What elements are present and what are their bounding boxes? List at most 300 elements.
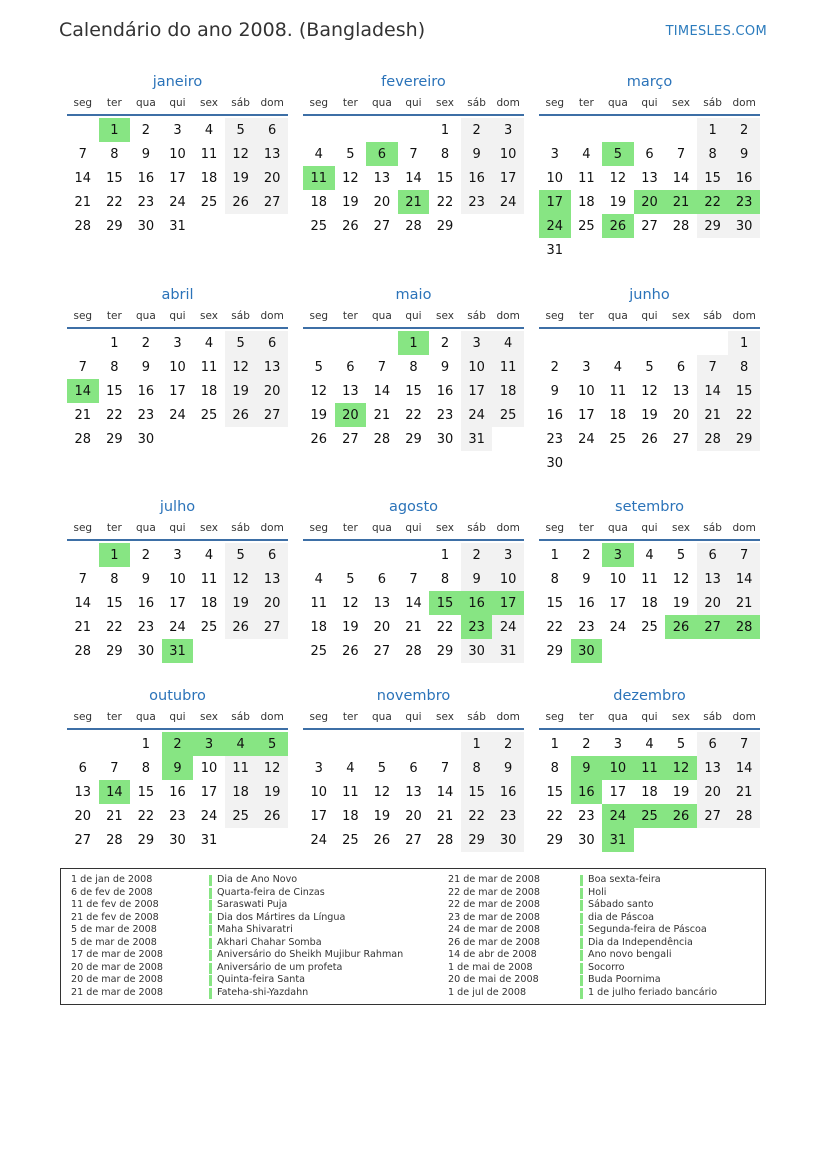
days-grid bbox=[539, 543, 760, 663]
day-cell: 2 bbox=[162, 732, 194, 756]
day-cell: 13 bbox=[373, 170, 391, 186]
day-cell: 18 bbox=[492, 379, 524, 403]
weekday-label: sex bbox=[436, 522, 455, 534]
weekday-label: qua bbox=[372, 711, 392, 723]
weekday-label: sex bbox=[200, 310, 219, 322]
empty-cell bbox=[571, 331, 603, 355]
day-cell: 13 bbox=[342, 383, 359, 399]
day-cell: 7 bbox=[78, 146, 87, 162]
day-cell: 17 bbox=[169, 170, 186, 186]
weekday-label: ter bbox=[342, 522, 358, 534]
day-cell: 15 bbox=[546, 595, 564, 611]
day-cell: 19 bbox=[225, 591, 257, 615]
day-cell: 12 bbox=[672, 571, 690, 587]
day-cell: 3 bbox=[173, 547, 182, 563]
legend-row bbox=[71, 874, 391, 887]
day-cell: 26 bbox=[225, 403, 257, 427]
legend-date: 20 de mar de 2008 bbox=[71, 961, 163, 973]
legend-row bbox=[71, 899, 391, 912]
weekday-label: qui bbox=[405, 711, 422, 723]
day-cell: 14 bbox=[373, 383, 391, 399]
day-cell: 17 bbox=[169, 383, 186, 399]
day-cell: 19 bbox=[373, 808, 391, 824]
day-cell: 14 bbox=[99, 780, 131, 804]
day-cell: 30 bbox=[728, 214, 760, 238]
legend-holiday-name: Quinta-feira Santa bbox=[217, 974, 305, 985]
day-cell: 28 bbox=[373, 431, 391, 447]
day-cell: 30 bbox=[137, 218, 155, 234]
legend-holiday-name: Buda Poornima bbox=[588, 974, 661, 985]
day-cell: 19 bbox=[609, 194, 627, 210]
day-cell: 6 bbox=[256, 118, 288, 142]
day-cell: 3 bbox=[613, 736, 623, 752]
day-cell: 26 bbox=[602, 214, 634, 238]
day-cell: 28 bbox=[672, 218, 690, 234]
day-cell: 27 bbox=[697, 804, 729, 828]
day-cell: 13 bbox=[697, 567, 729, 591]
day-cell: 1 bbox=[697, 118, 729, 142]
legend-marker bbox=[209, 888, 212, 899]
day-cell: 18 bbox=[609, 407, 627, 423]
weekday-label: dom bbox=[496, 711, 520, 723]
legend-date: 22 de mar de 2008 bbox=[448, 899, 540, 910]
day-cell: 3 bbox=[582, 359, 591, 375]
weekday-label: sex bbox=[436, 310, 455, 322]
day-cell: 7 bbox=[676, 146, 686, 162]
weekday-header bbox=[539, 305, 760, 329]
day-cell: 15 bbox=[728, 379, 760, 403]
legend-row bbox=[71, 974, 391, 987]
day-cell: 4 bbox=[492, 331, 524, 355]
legend-date: 24 de mar de 2008 bbox=[448, 924, 540, 935]
day-cell: 25 bbox=[578, 218, 595, 234]
day-cell: 15 bbox=[429, 591, 461, 615]
day-cell: 9 bbox=[582, 571, 591, 587]
legend-holiday-name: Sábado santo bbox=[588, 899, 654, 910]
day-cell: 28 bbox=[436, 832, 454, 848]
day-cell: 20 bbox=[335, 403, 367, 427]
day-cell: 27 bbox=[256, 615, 288, 639]
legend-row bbox=[71, 987, 391, 1000]
weekday-label: sáb bbox=[467, 97, 486, 109]
day-cell: 3 bbox=[173, 122, 182, 138]
weekday-header bbox=[67, 305, 288, 329]
weekday-header bbox=[67, 706, 288, 730]
day-cell: 26 bbox=[373, 832, 391, 848]
weekday-label: sáb bbox=[467, 310, 486, 322]
weekday-label: sex bbox=[436, 711, 455, 723]
day-cell: 7 bbox=[409, 571, 418, 587]
day-cell: 8 bbox=[440, 146, 450, 162]
empty-cell bbox=[697, 331, 729, 355]
day-cell: 9 bbox=[461, 142, 493, 166]
weekday-label: dom bbox=[260, 310, 284, 322]
weekday-label: qui bbox=[405, 310, 422, 322]
legend-holiday-name: Dia da Independência bbox=[588, 936, 693, 948]
day-cell: 11 bbox=[303, 166, 335, 190]
weekday-header bbox=[539, 517, 760, 541]
legend-row bbox=[71, 924, 391, 937]
day-cell: 8 bbox=[409, 359, 418, 375]
legend-date: 1 de jul de 2008 bbox=[448, 986, 527, 998]
weekday-label: qua bbox=[136, 711, 156, 723]
day-cell: 18 bbox=[641, 784, 658, 800]
legend-marker bbox=[209, 975, 212, 986]
legend-row bbox=[448, 962, 768, 975]
day-cell: 22 bbox=[436, 619, 454, 635]
day-cell: 28 bbox=[697, 427, 729, 451]
day-cell: 2 bbox=[141, 122, 151, 138]
legend-row bbox=[448, 899, 768, 912]
empty-cell bbox=[366, 732, 398, 756]
weekday-label: qua bbox=[372, 97, 392, 109]
day-cell: 22 bbox=[546, 619, 564, 635]
day-cell: 25 bbox=[310, 643, 328, 659]
day-cell: 24 bbox=[461, 403, 493, 427]
day-cell: 15 bbox=[137, 784, 155, 800]
weekday-label: sáb bbox=[231, 522, 250, 534]
weekday-label: seg bbox=[73, 522, 93, 534]
day-cell: 8 bbox=[141, 760, 151, 776]
day-cell: 16 bbox=[461, 591, 493, 615]
day-cell: 20 bbox=[697, 780, 729, 804]
day-cell: 11 bbox=[225, 756, 257, 780]
legend-marker bbox=[580, 975, 583, 986]
day-cell: 22 bbox=[106, 407, 123, 423]
day-cell: 29 bbox=[106, 431, 123, 447]
day-cell: 7 bbox=[110, 760, 119, 776]
day-cell: 19 bbox=[672, 784, 690, 800]
day-cell: 5 bbox=[225, 331, 257, 355]
weekday-label: sex bbox=[200, 711, 219, 723]
day-cell: 5 bbox=[256, 732, 288, 756]
day-cell: 26 bbox=[256, 804, 288, 828]
month-junho bbox=[539, 285, 760, 475]
day-cell: 25 bbox=[225, 804, 257, 828]
day-cell: 6 bbox=[78, 760, 87, 776]
days-grid bbox=[303, 331, 524, 451]
day-cell: 2 bbox=[141, 547, 151, 563]
empty-cell bbox=[335, 118, 367, 142]
empty-cell bbox=[539, 118, 571, 142]
day-cell: 11 bbox=[310, 595, 328, 611]
day-cell: 3 bbox=[602, 543, 634, 567]
day-cell: 28 bbox=[405, 643, 422, 659]
weekday-label: dom bbox=[732, 522, 756, 534]
weekday-label: seg bbox=[309, 97, 329, 109]
day-cell: 10 bbox=[461, 355, 493, 379]
day-cell: 17 bbox=[492, 591, 524, 615]
days-grid bbox=[303, 543, 524, 663]
day-cell: 20 bbox=[672, 407, 690, 423]
month-name: junho bbox=[629, 287, 670, 303]
weekday-label: seg bbox=[545, 711, 565, 723]
day-cell: 18 bbox=[342, 808, 359, 824]
brand-logo[interactable]: TIMESLES.COM bbox=[665, 24, 767, 39]
day-cell: 3 bbox=[314, 760, 323, 776]
day-cell: 13 bbox=[373, 595, 391, 611]
day-cell: 5 bbox=[602, 142, 634, 166]
day-cell: 2 bbox=[728, 118, 760, 142]
day-cell: 5 bbox=[346, 571, 355, 587]
day-cell: 25 bbox=[200, 407, 218, 423]
day-cell: 20 bbox=[405, 808, 422, 824]
day-cell: 22 bbox=[728, 403, 760, 427]
day-cell: 19 bbox=[310, 407, 328, 423]
day-cell: 20 bbox=[256, 591, 288, 615]
day-cell: 2 bbox=[461, 118, 493, 142]
weekday-label: qua bbox=[608, 522, 628, 534]
day-cell: 22 bbox=[106, 619, 123, 635]
legend-row bbox=[448, 887, 768, 900]
day-cell: 28 bbox=[74, 218, 92, 234]
legend-marker bbox=[209, 913, 212, 924]
empty-cell bbox=[67, 118, 99, 142]
day-cell: 12 bbox=[310, 383, 328, 399]
legend-holiday-name: Segunda-feira de Páscoa bbox=[588, 924, 707, 935]
day-cell: 3 bbox=[461, 331, 493, 355]
day-cell: 16 bbox=[492, 780, 524, 804]
day-cell: 31 bbox=[461, 427, 493, 451]
day-cell: 27 bbox=[405, 832, 422, 848]
day-cell: 4 bbox=[346, 760, 355, 776]
weekday-header bbox=[303, 92, 524, 116]
weekday-label: seg bbox=[73, 97, 93, 109]
day-cell: 21 bbox=[697, 403, 729, 427]
legend-date: 1 de jan de 2008 bbox=[71, 874, 153, 885]
day-cell: 10 bbox=[492, 567, 524, 591]
day-cell: 3 bbox=[492, 118, 524, 142]
day-cell: 21 bbox=[373, 407, 391, 423]
day-cell: 7 bbox=[409, 146, 418, 162]
day-cell: 1 bbox=[728, 331, 760, 355]
month-maio bbox=[303, 285, 524, 451]
day-cell: 11 bbox=[578, 170, 595, 186]
day-cell: 28 bbox=[74, 431, 92, 447]
day-cell: 22 bbox=[137, 808, 155, 824]
legend-marker bbox=[209, 950, 212, 961]
day-cell: 5 bbox=[645, 359, 654, 375]
day-cell: 23 bbox=[578, 808, 595, 824]
day-cell: 6 bbox=[409, 760, 418, 776]
day-cell: 18 bbox=[225, 780, 257, 804]
day-cell: 13 bbox=[256, 142, 288, 166]
day-cell: 8 bbox=[461, 756, 493, 780]
day-cell: 9 bbox=[440, 359, 450, 375]
day-cell: 17 bbox=[578, 407, 595, 423]
day-cell: 22 bbox=[405, 407, 422, 423]
legend-date: 17 de mar de 2008 bbox=[71, 949, 163, 960]
weekday-header bbox=[539, 706, 760, 730]
legend-holiday-name: Akhari Chahar Somba bbox=[217, 936, 322, 948]
day-cell: 17 bbox=[609, 784, 627, 800]
legend-holiday-name: Aniversário do Sheikh Mujibur Rahman bbox=[217, 949, 404, 960]
weekday-label: ter bbox=[578, 522, 594, 534]
day-cell: 22 bbox=[436, 194, 454, 210]
day-cell: 26 bbox=[665, 615, 697, 639]
day-cell: 8 bbox=[110, 571, 119, 587]
day-cell: 23 bbox=[546, 431, 564, 447]
day-cell: 26 bbox=[225, 615, 257, 639]
day-cell: 12 bbox=[342, 595, 359, 611]
legend-holiday-name: Dia de Ano Novo bbox=[217, 874, 298, 885]
weekday-label: sáb bbox=[703, 310, 722, 322]
empty-cell bbox=[398, 118, 430, 142]
day-cell: 24 bbox=[492, 190, 524, 214]
day-cell: 23 bbox=[461, 190, 493, 214]
day-cell: 8 bbox=[728, 355, 760, 379]
day-cell: 27 bbox=[373, 218, 391, 234]
legend-date: 23 de mar de 2008 bbox=[448, 911, 540, 923]
day-cell: 21 bbox=[74, 194, 92, 210]
legend-row bbox=[71, 887, 391, 900]
day-cell: 9 bbox=[571, 756, 603, 780]
day-cell: 19 bbox=[342, 619, 359, 635]
legend-row bbox=[71, 962, 391, 975]
day-cell: 14 bbox=[728, 756, 760, 780]
day-cell: 12 bbox=[641, 383, 658, 399]
month-name: maio bbox=[395, 287, 432, 303]
legend-holiday-name: dia de Páscoa bbox=[588, 911, 654, 923]
legend-marker bbox=[209, 925, 212, 936]
day-cell: 30 bbox=[436, 431, 454, 447]
day-cell: 26 bbox=[310, 431, 328, 447]
empty-cell bbox=[571, 118, 603, 142]
day-cell: 2 bbox=[550, 359, 559, 375]
legend-date: 21 de fev de 2008 bbox=[71, 911, 159, 923]
day-cell: 29 bbox=[728, 427, 760, 451]
day-cell: 14 bbox=[74, 170, 92, 186]
day-cell: 13 bbox=[256, 355, 288, 379]
day-cell: 26 bbox=[641, 431, 658, 447]
empty-cell bbox=[366, 331, 398, 355]
month-agosto bbox=[303, 497, 524, 663]
day-cell: 24 bbox=[169, 194, 186, 210]
day-cell: 30 bbox=[492, 828, 524, 852]
legend-marker bbox=[209, 988, 212, 999]
day-cell: 14 bbox=[405, 170, 422, 186]
legend-marker bbox=[580, 950, 583, 961]
day-cell: 10 bbox=[492, 142, 524, 166]
legend-marker bbox=[209, 875, 212, 886]
weekday-label: qua bbox=[136, 97, 156, 109]
day-cell: 1 bbox=[550, 736, 559, 752]
day-cell: 16 bbox=[137, 595, 155, 611]
legend-row bbox=[448, 924, 768, 937]
legend-holiday-name: Aniversário de um profeta bbox=[217, 961, 343, 973]
day-cell: 28 bbox=[728, 615, 760, 639]
legend-marker bbox=[209, 963, 212, 974]
day-cell: 7 bbox=[78, 571, 87, 587]
legend-holiday-name: 1 de julho feriado bancário bbox=[588, 986, 718, 998]
legend-holiday-name: Maha Shivaratri bbox=[217, 924, 293, 935]
legend-holiday-name: Saraswati Puja bbox=[217, 899, 288, 910]
day-cell: 1 bbox=[110, 335, 119, 351]
day-cell: 8 bbox=[440, 571, 450, 587]
day-cell: 3 bbox=[550, 146, 559, 162]
legend-holiday-name: Quarta-feira de Cinzas bbox=[217, 886, 325, 898]
day-cell: 2 bbox=[582, 736, 591, 752]
legend-marker bbox=[580, 875, 583, 886]
page-title: Calendário do ano 2008. (Bangladesh) bbox=[59, 19, 426, 41]
day-cell: 29 bbox=[106, 643, 123, 659]
weekday-label: dom bbox=[260, 97, 284, 109]
day-cell: 29 bbox=[106, 218, 123, 234]
day-cell: 6 bbox=[256, 543, 288, 567]
weekday-label: dom bbox=[260, 522, 284, 534]
weekday-label: sex bbox=[672, 310, 691, 322]
day-cell: 19 bbox=[256, 780, 288, 804]
day-cell: 13 bbox=[405, 784, 422, 800]
day-cell: 30 bbox=[169, 832, 186, 848]
weekday-label: qui bbox=[641, 97, 658, 109]
legend-marker bbox=[209, 900, 212, 911]
month-outubro bbox=[67, 686, 288, 852]
day-cell: 20 bbox=[373, 619, 391, 635]
day-cell: 24 bbox=[169, 407, 186, 423]
empty-cell bbox=[665, 331, 697, 355]
month-name: outubro bbox=[149, 688, 206, 704]
day-cell: 4 bbox=[314, 146, 323, 162]
empty-cell bbox=[303, 543, 335, 567]
day-cell: 14 bbox=[672, 170, 690, 186]
weekday-label: ter bbox=[578, 310, 594, 322]
legend-holiday-name: Holi bbox=[588, 886, 607, 898]
day-cell: 6 bbox=[256, 331, 288, 355]
day-cell: 25 bbox=[634, 804, 666, 828]
day-cell: 7 bbox=[440, 760, 450, 776]
day-cell: 25 bbox=[641, 619, 658, 635]
day-cell: 6 bbox=[697, 543, 729, 567]
weekday-label: qui bbox=[169, 97, 186, 109]
month-janeiro bbox=[67, 72, 288, 238]
day-cell: 31 bbox=[602, 828, 634, 852]
day-cell: 12 bbox=[225, 567, 257, 591]
day-cell: 9 bbox=[461, 567, 493, 591]
day-cell: 27 bbox=[373, 643, 391, 659]
month-name: julho bbox=[159, 499, 196, 515]
legend-row bbox=[71, 912, 391, 925]
day-cell: 18 bbox=[200, 383, 218, 399]
legend-marker bbox=[580, 888, 583, 899]
day-cell: 2 bbox=[461, 543, 493, 567]
day-cell: 25 bbox=[200, 194, 218, 210]
day-cell: 21 bbox=[728, 591, 760, 615]
day-cell: 19 bbox=[225, 379, 257, 403]
empty-cell bbox=[303, 732, 335, 756]
day-cell: 10 bbox=[609, 571, 627, 587]
day-cell: 8 bbox=[697, 142, 729, 166]
empty-cell bbox=[67, 543, 99, 567]
day-cell: 8 bbox=[550, 760, 559, 776]
weekday-label: dom bbox=[260, 711, 284, 723]
day-cell: 23 bbox=[137, 194, 155, 210]
day-cell: 7 bbox=[728, 732, 760, 756]
weekday-label: seg bbox=[309, 711, 329, 723]
day-cell: 30 bbox=[546, 455, 564, 471]
empty-cell bbox=[634, 118, 666, 142]
day-cell: 8 bbox=[110, 146, 119, 162]
legend-date: 22 de mar de 2008 bbox=[448, 886, 540, 898]
day-cell: 18 bbox=[310, 194, 328, 210]
day-cell: 29 bbox=[405, 431, 422, 447]
day-cell: 10 bbox=[200, 760, 218, 776]
day-cell: 12 bbox=[373, 784, 391, 800]
day-cell: 9 bbox=[550, 383, 559, 399]
empty-cell bbox=[366, 118, 398, 142]
day-cell: 1 bbox=[461, 732, 493, 756]
day-cell: 20 bbox=[697, 591, 729, 615]
